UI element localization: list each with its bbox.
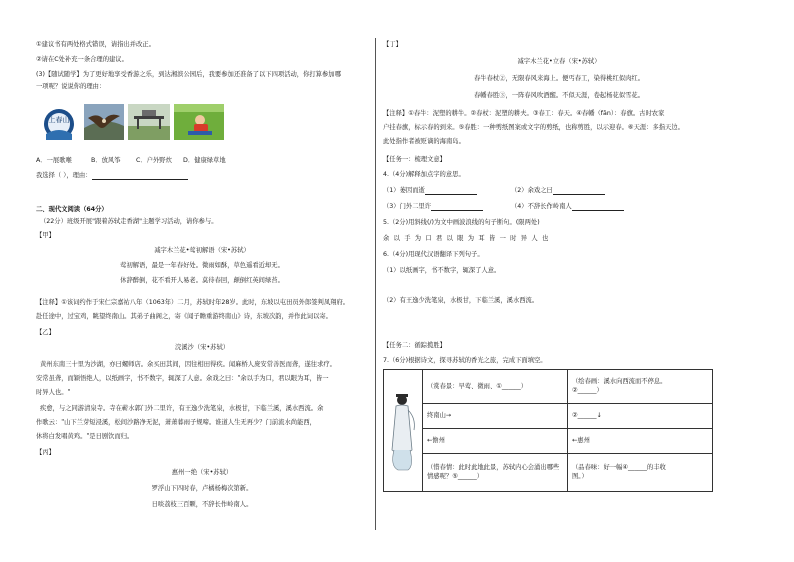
option-b: B．放风筝 [91, 157, 121, 164]
q5-prompt: 5.（2分)用斜线(/)为文中画波浪线的句子断句。(限两处) [383, 219, 540, 226]
sushi-figure [384, 370, 422, 488]
reason-blank[interactable] [92, 172, 188, 180]
q7-prompt: 7.（6分)根据诗文，探寻苏轼的香光之旅，完成下面填空。 [383, 357, 547, 364]
q3-intro-line-2: 一项呢？说说你的理由： [36, 83, 106, 90]
jia-heading: 【甲】 [36, 232, 55, 239]
poem3-line-1: 罗浮山下四时春，卢橘杨梅次第新。 [151, 485, 253, 492]
q4-item-4-text: （4）不辞长作岭南人 [511, 203, 572, 210]
q4-blank-1[interactable] [425, 187, 477, 195]
q-fix: ②请在C处补充一条合理的建议。 [36, 56, 128, 63]
option-d: D．健康绿草地 [183, 157, 226, 164]
sushi-figure-cell [384, 370, 423, 492]
prose-line-5: 作歌云："山下兰芽短浸溪，松间沙路净无泥，萧萧暮雨子规啼。谁道人生无再少？门前流水尚能西， [36, 419, 316, 426]
cell-spring-scene: （赏春景：早莺、微雨、①______） [423, 370, 568, 404]
eagle-kite-picture [84, 104, 124, 140]
right-column [383, 0, 735, 562]
q4-blank-3[interactable] [431, 203, 483, 211]
yi-heading: 【乙】 [36, 329, 55, 336]
prose-line-4: 疾愈，与之同游清泉寺。寺在蕲水郭门外二里许，有王逸少洗笔泉，水极甘，下临兰溪，溪水西流。余 [40, 405, 324, 412]
poem1-line-2: 休辞醉倒，花不看开人易老。莫待春回，颠倒红英间绿苔。 [120, 277, 284, 284]
cell-danzhou: ←儋州 [423, 428, 568, 453]
q3-intro-line-1: (3)【随试随学】为了更好地享受香游之乐，到达湘滨公园后，我要参加还准备了以下四项活动，你打算参加哪 [36, 71, 341, 78]
note4-line-2: 户挂春旗，标示春的到来。⑤春胜：一种剪纸图案或文字的剪纸，也称剪胜，以示迎春。⑥天涯：多指天边。 [383, 124, 684, 131]
column-divider [375, 38, 376, 530]
section-2-heading: 二、现代文阅读（64分） [36, 206, 108, 213]
prose-line-6: 休将白发唱黄鸡。"是日剧饮而归。 [36, 433, 134, 440]
q4-blank-2[interactable] [553, 187, 605, 195]
option-c: C．户外野炊 [136, 157, 172, 164]
note1-line-1: 【注释】①该词约作于宋仁宗嘉祐八年（1063年）二月，苏轼时年28岁。此时，东坡以屯田员外郎签判凤翔府。 [36, 299, 350, 306]
q4-item-2 [511, 186, 605, 195]
q4-prompt: 4.（4分)解释加点字的意思。 [383, 171, 465, 178]
journey-table [383, 369, 713, 492]
note1-line-2: 赴任途中，过宝鸡，眺望终南山。其弟子曲阁之，寄《闻子瞻重游终南山》诗，东坡次韵，并作此词以寄。 [36, 313, 332, 320]
q-suggest: ①建议书有两处格式错误，请指出并改正。 [36, 41, 155, 48]
choose-prefix: 我选择（ ），理由： [36, 172, 92, 179]
q6-sentence-1: （1）以纸画字，书不数字，辄深了人意。 [383, 267, 501, 274]
note4-line-3: 此处指作者被贬谪的海南岛。 [383, 138, 465, 145]
q4-item-1 [383, 186, 477, 195]
q6-prompt: 6.（4分)用现代汉语翻译下列句子。 [383, 251, 484, 258]
cell-spring-feeling: （惜春情：此时此地此景，苏轼内心会涌出哪些 情感呢？⑤______） [423, 453, 568, 491]
singing-picture [38, 104, 80, 140]
poem4-line-1: 春牛春杖②，无限春风来海上。便丐春工，染得桃红似肉红。 [473, 75, 644, 82]
q4-item-1-text: （1）萎因而逝 [383, 187, 425, 194]
poem4-line-2: 春幡春胜③，一阵春风吹酒醒。不似天涯，卷起杨花似雪花。 [473, 92, 644, 99]
prose-line-3: 时异人也。" [36, 389, 71, 396]
grassland-picture [174, 104, 224, 140]
q4-item-3-text: （3）门外二里许 [383, 203, 432, 210]
choose-line [36, 171, 188, 180]
q6-sentence-2: （2）有王逸少洗笔泉，水极甘，下临兰溪，溪水西流。 [383, 297, 539, 304]
q4-item-2-text: （2）余戏之曰 [511, 187, 553, 194]
cell-huizhou: ←惠州 [568, 428, 713, 453]
poem3-title: 惠州一绝（宋•苏轼） [171, 469, 233, 476]
picture-caption: 上春山 [48, 116, 70, 124]
poem1-line-1: 莺初解语，最是一年春好处。微雨如酥，草色遥看近却无。 [120, 262, 284, 269]
prose-line-1: 黄州东南三十里为沙湖，亦曰螺师店。余买田其间，因往相田得疾。闻麻桥人庞安常善医而聋，遂往求疗。 [40, 361, 336, 368]
ding-heading: 【丁】 [383, 41, 402, 48]
task-2-heading: 【任务二：循踪揽胜】 [383, 342, 446, 349]
prose-line-2: 安常虽聋，而颖悟绝人，以纸画字，书不数字，辄深了人意。余戏之曰："余以手为口，君以眼为耳，皆一 [36, 375, 329, 382]
q4-blank-4[interactable] [572, 203, 624, 211]
cell-place-blank[interactable]: ②______↓ [568, 403, 713, 428]
note4-line-1: 【注释】①春牛：泥塑的耕牛。②春杖：泥塑的耕夫。③春工：春天。④春幡（fān）：春旗。古时农家 [383, 110, 665, 117]
poem1-title: 减字木兰花•莺初解语（宋•苏轼） [154, 247, 250, 254]
picnic-picture [128, 104, 170, 140]
cell-spring-painting: （绘春画：溪水向西流而不停息。 ②______） [568, 370, 713, 404]
option-a: A．一展歌喉 [36, 157, 72, 164]
cell-spring-taste: （品春味：好一幅④______的丰收 图。） [568, 453, 713, 491]
task-1-heading: 【任务一：梳理文意】 [383, 156, 446, 163]
left-column [36, 0, 368, 562]
cell-zhongnan: 终南山→ [423, 403, 568, 428]
poem2-title: 浣溪沙（宋•苏轼） [174, 344, 230, 351]
q4-item-4 [511, 202, 624, 211]
q5-sentence[interactable]: 余以手为口君以眼为耳皆一时异人也 [383, 235, 553, 242]
activity-pictures [38, 104, 224, 140]
poem4-title: 减字木兰花•立春（宋•苏轼） [517, 58, 601, 65]
activity-intro: （22分）班级开展"跟着苏轼走香湖"主题学习活动，请你参与。 [40, 218, 218, 225]
q4-item-3 [383, 202, 483, 211]
poem3-line-2: 日啖荔枝三百颗，不辞长作岭南人。 [151, 501, 253, 508]
bing-heading: 【丙】 [36, 449, 55, 456]
